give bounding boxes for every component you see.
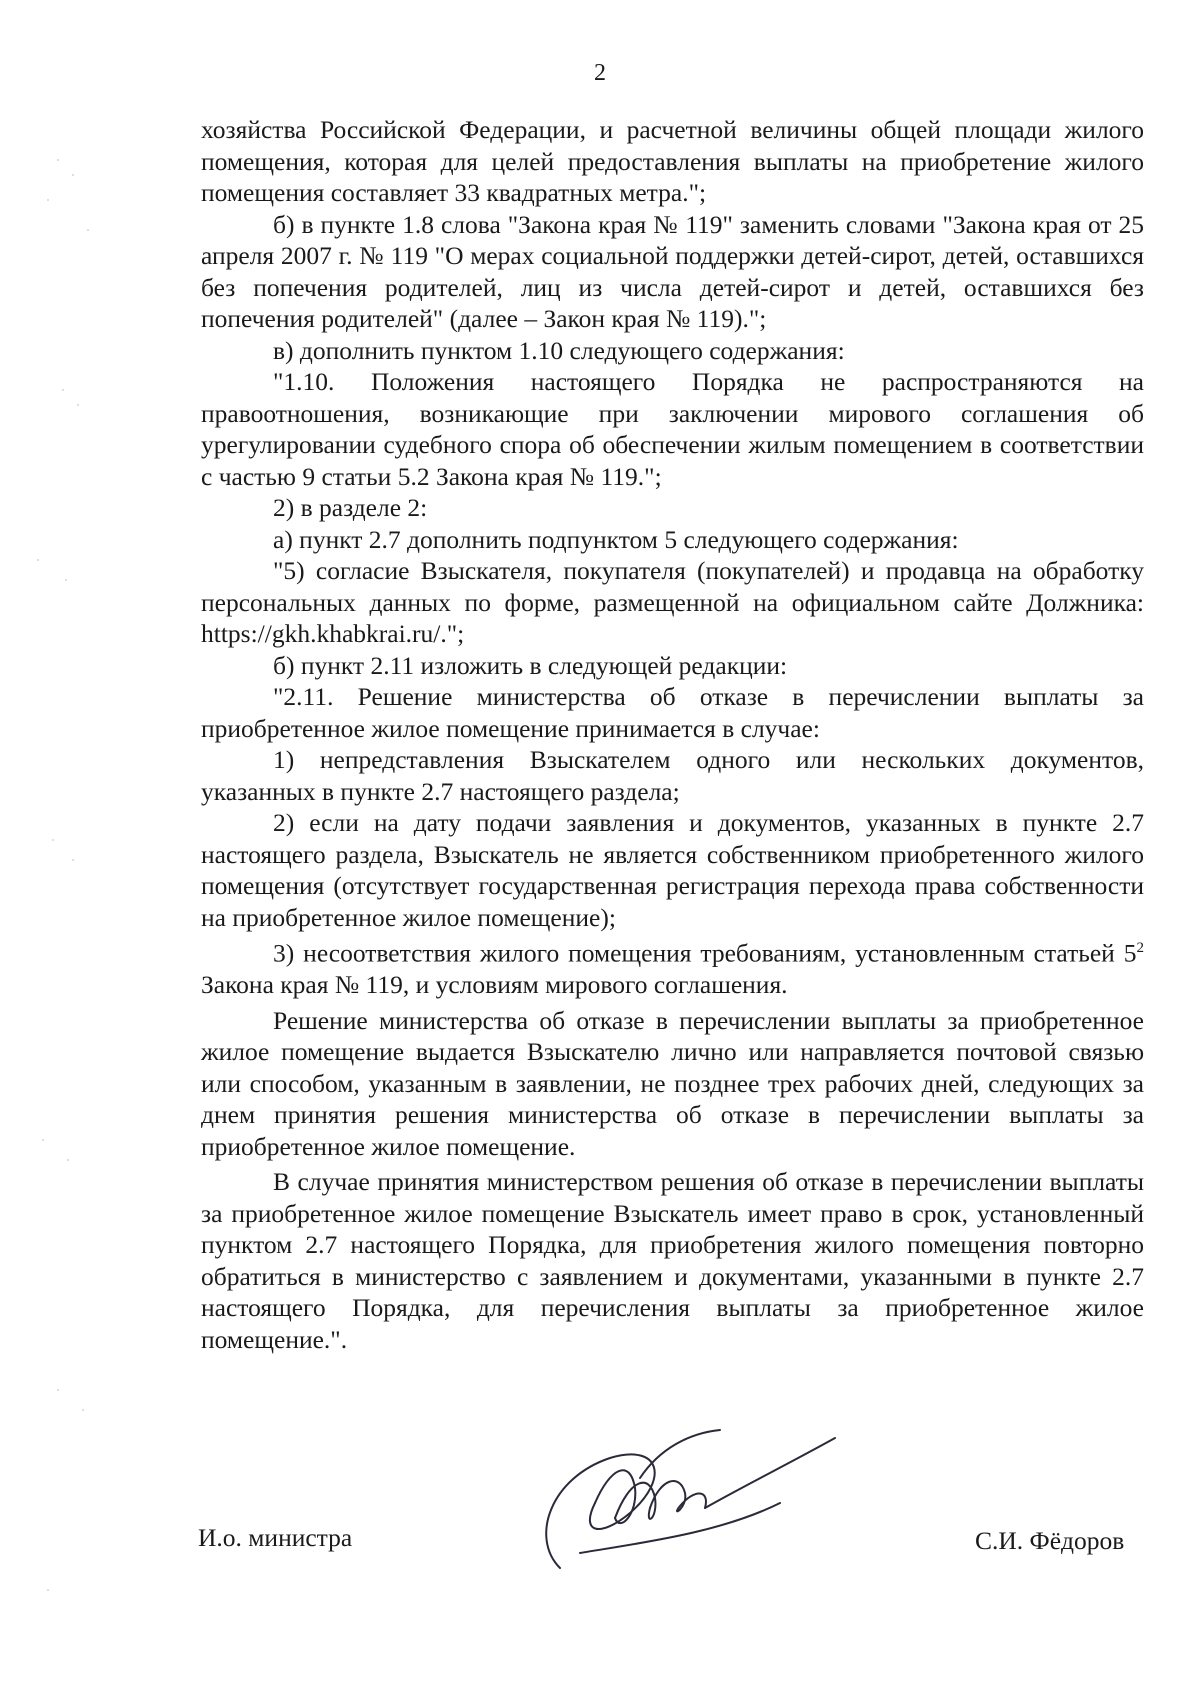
paragraph: 2) в разделе 2: — [273, 493, 428, 522]
paragraph: в) дополнить пунктом 1.10 следующего содержания: — [273, 335, 845, 365]
paragraph: б) в пункте 1.8 слова "Закона края № 119" заменить словами "Закона края от 25 апреля 2007 г. № 119 "О мерах социальной поддержки детей-сирот, детей, оставшихся без попечения родителей, лиц из числа детей-сирот и детей, оставшихся без попечения родителей" (далее – Закон края № 119)."; — [201, 209, 1144, 333]
signatory-name: С.И. Фёдоров — [975, 1526, 1125, 1555]
paragraph: 2) если на дату подачи заявления и документов, указанных в пункте 2.7 настоящего раздела, Взыскатель не является собственником приобретенного жилого помещения (отсутствует государственная регистрация перехода права собственности на приобретенное жилое помещение); — [201, 808, 1144, 932]
signatory-title: И.о. министра — [198, 1523, 353, 1552]
paragraph: 1) непредставления Взыскателем одного или нескольких документов, указанных в пункте 2.7 настоящего раздела; — [201, 745, 1144, 806]
page-number: 2 — [594, 60, 606, 86]
handwritten-signature — [520, 1418, 850, 1578]
paragraph: "2.11. Решение министерства об отказе в перечислении выплаты за приобретенное жилое помещение принимается в случае: — [201, 682, 1144, 743]
paragraph: б) пункт 2.11 изложить в следующей редакции: — [273, 650, 788, 680]
document-body — [201, 114, 1144, 1355]
paragraph: "5) согласие Взыскателя, покупателя (покупателей) и продавца на обработку персональных данных по форме, размещенной на официальном сайте Должника: https://gkh.khabkrai.ru/."; — [201, 556, 1144, 648]
item3-before: 3) несоответствия жилого помещения требованиям, установленным статьей 5 — [273, 938, 1137, 968]
paragraph: "1.10. Положения настоящего Порядка не распространяются на правоотношения, возникающие при заключении мирового соглашения об урегулировании судебного спора об обеспечении жилым помещением в соответствии с частью 9 статьи 5.2 Закона края № 119."; — [201, 367, 1144, 491]
paragraph: В случае принятия министерством решения об отказе в перечислении выплаты за приобретенное жилое помещение Взыскатель имеет право в срок, установленный пунктом 2.7 настоящего Порядка, для приобретения жилого помещения повторно обратиться в министерство с заявлением и документами, указанными в пункте 2.7 настоящего Порядка, для перечисления выплаты за приобретенное жилое помещение.". — [201, 1167, 1144, 1354]
paragraph: а) пункт 2.7 дополнить подпунктом 5 следующего содержания: — [273, 524, 959, 554]
item3-superscript: 2 — [1136, 940, 1144, 956]
paragraph: хозяйства Российской Федерации, и расчетной величины общей площади жилого помещения, которая для целей предоставления выплаты на приобретение жилого помещения составляет 33 квадратных метра."; — [201, 115, 1144, 207]
paragraph: Решение министерства об отказе в перечислении выплаты за приобретенное жилое помещение выдается Взыскателю лично или направляется почтовой связью или способом, указанным в заявлении, не позднее трех рабочих дней, следующих за днем принятия решения министерства об отказе в перечислении выплаты за приобретенное жилое помещение. — [201, 1005, 1144, 1161]
item3-after: Закона края № 119, и условиям мирового соглашения. — [201, 970, 788, 999]
scan-noise-left — [18, 140, 118, 1640]
paragraph-item-3 — [201, 933, 1144, 1001]
